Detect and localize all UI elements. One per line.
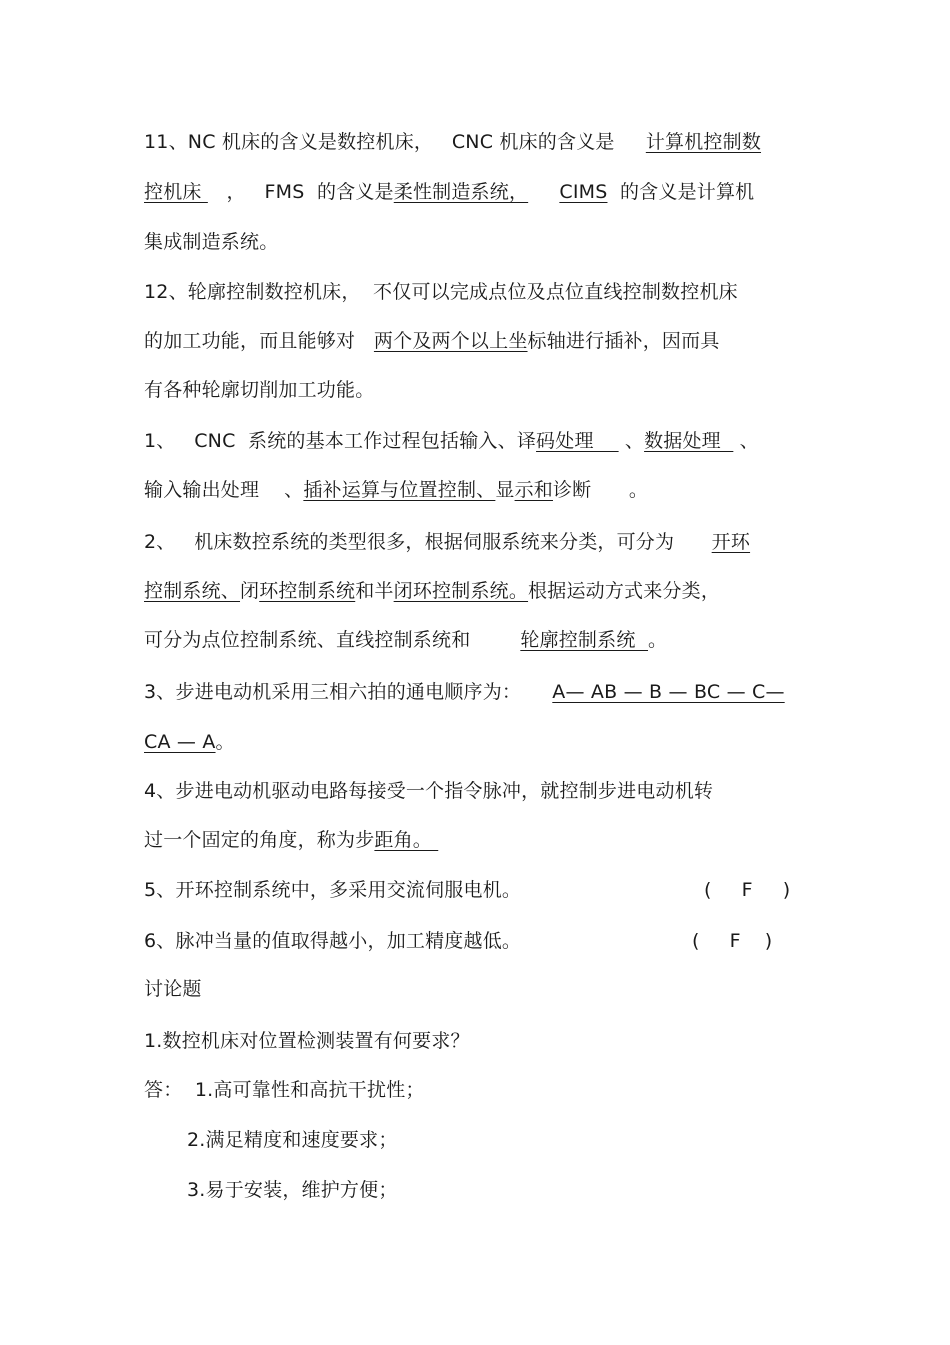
answer-underline: 插补运算与位置控制、 [303, 479, 496, 501]
q11-line-2: 控机床 ， FMS 的含义是柔性制造系统， CIMS 的含义是计算机 [144, 181, 755, 203]
p3-line-1: 3、步进电动机采用三相六拍的通电顺序为： A— AB — B — BC — C— [144, 681, 785, 703]
p4-line-2: 过一个固定的角度，称为步距角。 [144, 829, 439, 851]
answer-underline: 数据处理 [644, 430, 734, 452]
answer-underline: 轮廓控制系统 [520, 629, 649, 651]
answer-underline: 码处理 [536, 430, 619, 452]
answer-underline: 两个及两个以上坐 [373, 330, 528, 352]
p1-line-1: 1、 CNC 系统的基本工作过程包括输入、译码处理 、数据处理 、 [144, 430, 759, 452]
answer-underline: 距角。 [374, 829, 439, 851]
answer-underline: 环控制系统 [259, 580, 356, 602]
answer-underline: 控机床 [144, 181, 208, 203]
answer-underline: 开环 [711, 531, 751, 553]
q11-line-1: 11、NC 机床的含义是数控机床， CNC 机床的含义是 计算机控制数 [144, 131, 762, 153]
q12-line-1: 12、轮廓控制数控机床， 不仅可以完成点位及点位直线控制数控机床 [144, 281, 738, 303]
q12-line-3: 有各种轮廓切削加工功能。 [144, 379, 375, 401]
answer-underline: 示和 [514, 479, 553, 501]
discussion-heading: 讨论题 [144, 978, 202, 1000]
p2-line-2: 控制系统、闭环控制系统和半闭环控制系统。根据运动方式来分类， [144, 580, 721, 602]
discussion-answer-1: 答： 1.高可靠性和高抗干扰性； [144, 1079, 425, 1101]
q12-line-2: 的加工功能，而且能够对 两个及两个以上坐标轴进行插补，因而具 [144, 330, 720, 352]
q11-line-3: 集成制造系统。 [144, 231, 279, 253]
discussion-answer-3: 3.易于安装，维护方便； [187, 1179, 398, 1201]
discussion-answer-2: 2.满足精度和速度要求； [187, 1129, 398, 1151]
p4-line-1: 4、步进电动机驱动电路每接受一个指令脉冲，就控制步进电动机转 [144, 780, 714, 802]
p1-line-2: 输入输出处理 、插补运算与位置控制、显示和诊断 。 [144, 479, 649, 501]
p5-statement: 5、开环控制系统中，多采用交流伺服电机。 [144, 879, 522, 901]
p2-line-3: 可分为点位控制系统、直线控制系统和 轮廓控制系统 。 [144, 629, 668, 651]
answer-underline: CIMS [559, 181, 608, 203]
p6-statement: 6、脉冲当量的值取得越小，加工精度越低。 [144, 930, 522, 952]
p5-answer: ( F ) [704, 879, 791, 901]
answer-underline: A— AB — B — BC — C— [552, 681, 785, 703]
discussion-question: 1.数控机床对位置检测装置有何要求？ [144, 1030, 470, 1052]
answer-underline: 计算机控制数 [645, 131, 762, 153]
answer-underline: CA — A [144, 731, 216, 753]
answer-underline: 闭环控制系统。 [393, 580, 529, 602]
answer-underline: 控制系统、 [144, 580, 241, 602]
answer-underline: 柔性制造系统， [393, 181, 529, 203]
p6-answer: ( F ) [692, 930, 773, 952]
p3-line-2: CA — A。 [144, 731, 235, 753]
p2-line-1: 2、 机床数控系统的类型很多，根据伺服系统来分类，可分为 开环 [144, 531, 751, 553]
